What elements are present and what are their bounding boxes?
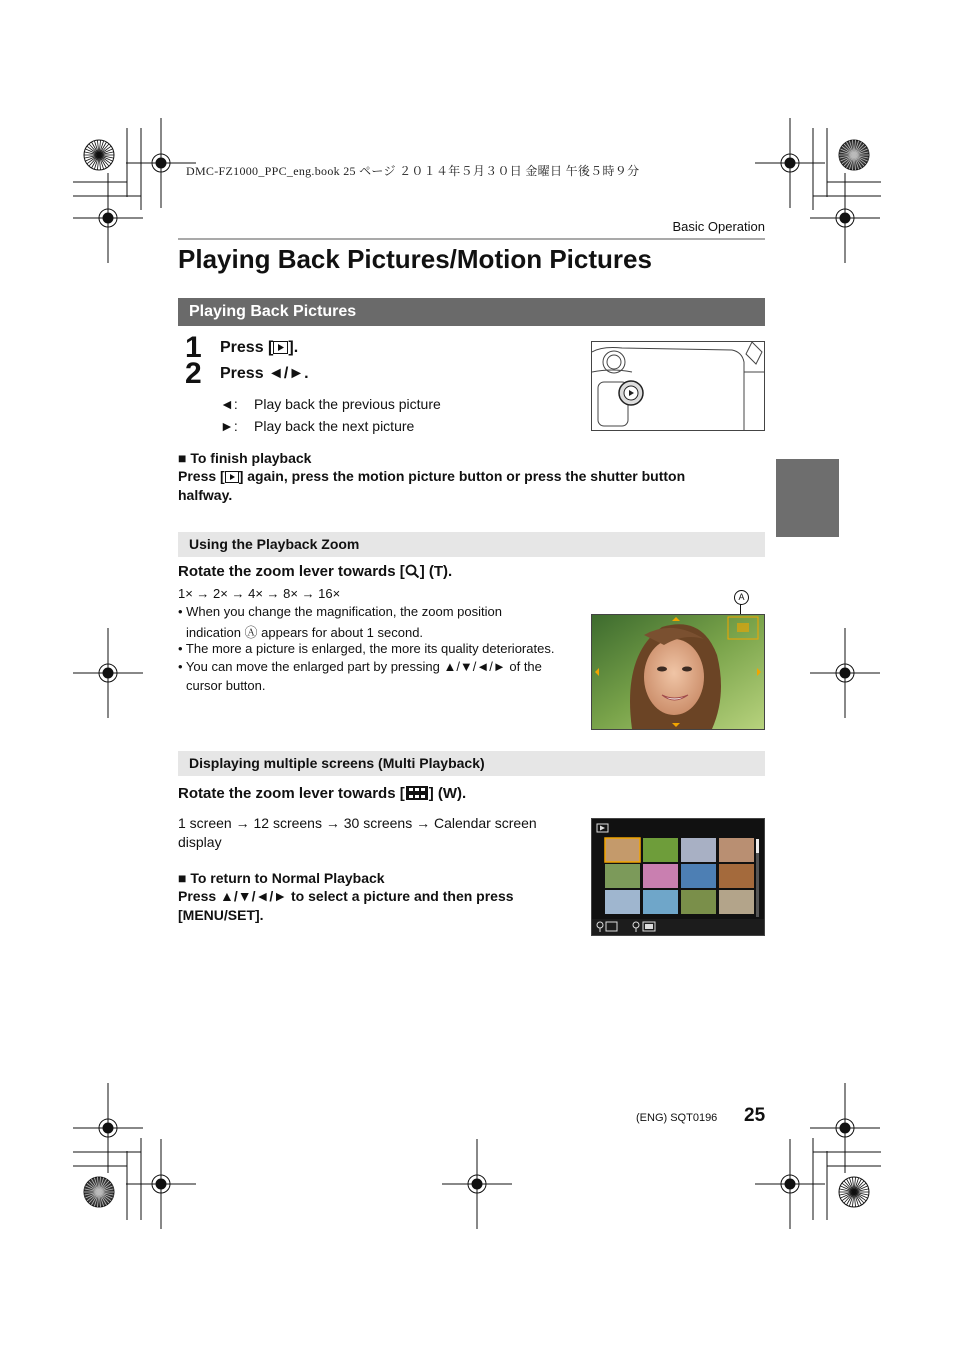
magnifier-icon xyxy=(405,564,420,578)
step-1-prefix: Press [ xyxy=(220,339,274,356)
thumbnail xyxy=(643,864,678,888)
play-icon xyxy=(273,341,288,354)
thumbnail xyxy=(719,864,754,888)
registration-crosshair xyxy=(442,1139,512,1229)
step-2-text: Press ◄/►. xyxy=(220,365,309,382)
section-bar-label: Playing Back Pictures xyxy=(189,303,357,320)
section-label: Basic Operation xyxy=(672,219,765,234)
multi-playback-screen xyxy=(591,818,765,936)
multi-heading-suffix: ] (W). xyxy=(428,785,467,802)
zoom-heading-suffix: ] (T). xyxy=(419,563,453,580)
return-text-line2: [MENU/SET]. xyxy=(178,907,264,923)
finish-text xyxy=(178,468,685,484)
multi-grid-icon xyxy=(405,785,429,801)
footer-code: (ENG) SQT0196 xyxy=(636,1112,718,1124)
finish-text-prefix: Press [ xyxy=(178,468,225,484)
side-tab xyxy=(776,459,839,537)
registration-sunburst xyxy=(84,140,114,170)
registration-crosshair xyxy=(810,628,880,718)
callout-a: A xyxy=(734,590,749,605)
section-bar-multi xyxy=(178,751,765,776)
option-previous-key: ◄: xyxy=(220,396,238,412)
step-number-1: 1 xyxy=(185,331,202,364)
print-header: DMC-FZ1000_PPC_eng.book 25 ページ ２０１４年５月３０日 金曜日 午後５時９分 xyxy=(186,164,640,178)
multi-heading-prefix: Rotate the zoom lever towards [ xyxy=(178,785,405,802)
multi-playback-drawing xyxy=(592,819,764,935)
registration-sunburst xyxy=(84,1177,114,1207)
registration-crosshair xyxy=(73,628,143,718)
registration-crosshair xyxy=(755,118,825,208)
zoom-bullet-3: • You can move the enlarged part by pressing ▲/▼/◄/► of the xyxy=(178,659,542,674)
step-1-text xyxy=(220,339,298,357)
camera-back-illustration xyxy=(591,341,765,431)
multi-sequence: 1 screen → 12 screens → 30 screens → Calendar screen xyxy=(178,815,537,831)
registration-crosshair xyxy=(73,173,143,263)
finish-text-line2: halfway. xyxy=(178,487,233,503)
play-icon xyxy=(225,471,239,483)
portrait-drawing xyxy=(592,615,764,729)
registration-crosshair xyxy=(810,1083,880,1173)
registration-sunburst xyxy=(839,1177,869,1207)
zoom-bullet-1-cont: indication Ⓐ appears for about 1 second. xyxy=(186,625,424,640)
section-bar-label: Using the Playback Zoom xyxy=(189,536,360,552)
option-next-key: ►: xyxy=(220,418,238,434)
multi-sequence-line2: display xyxy=(178,834,222,850)
step-1-suffix: ]. xyxy=(288,339,299,356)
thumbnail xyxy=(605,890,640,914)
thumbnail xyxy=(643,890,678,914)
page-number: 25 xyxy=(744,1105,766,1126)
thumbnail xyxy=(719,890,754,914)
zoom-sequence: 1× → 2× → 4× → 8× → 16× xyxy=(178,586,341,601)
header-rule xyxy=(178,238,765,240)
registration-sunburst xyxy=(839,140,869,170)
finish-text-suffix: ] again, press the motion picture button or press the shutter button xyxy=(238,468,686,484)
thumbnail xyxy=(681,838,716,862)
thumbnail xyxy=(681,864,716,888)
zoom-bullet-3-cont: cursor button. xyxy=(186,678,266,693)
thumbnail xyxy=(681,890,716,914)
zoom-heading-prefix: Rotate the zoom lever towards [ xyxy=(178,563,405,580)
option-next-text: Play back the next picture xyxy=(254,418,415,434)
camera-body-drawing xyxy=(592,342,764,430)
section-bar-label: Displaying multiple screens (Multi Playback) xyxy=(189,755,485,771)
return-heading: ■ To return to Normal Playback xyxy=(178,870,385,886)
zoom-bullet-2: • The more a picture is enlarged, the more its quality deteriorates. xyxy=(178,641,555,656)
page-title: Playing Back Pictures/Motion Pictures xyxy=(178,244,652,274)
thumbnail xyxy=(719,838,754,862)
registration-crosshair xyxy=(73,1083,143,1173)
finish-heading: ■ To finish playback xyxy=(178,450,312,466)
zoom-heading xyxy=(178,563,452,580)
thumbnail xyxy=(605,838,640,862)
option-previous-text: Play back the previous picture xyxy=(254,396,441,412)
thumbnail xyxy=(643,838,678,862)
return-text: Press ▲/▼/◄/► to select a picture and then press xyxy=(178,888,514,904)
zoomed-portrait-image xyxy=(591,614,765,730)
step-number-2: 2 xyxy=(185,357,202,390)
section-bar-zoom xyxy=(178,532,765,557)
section-bar-playing-back xyxy=(178,298,765,326)
registration-crosshair xyxy=(810,173,880,263)
thumbnail xyxy=(605,864,640,888)
multi-heading xyxy=(178,785,466,802)
zoom-bullet-1: • When you change the magnification, the zoom position xyxy=(178,604,502,619)
